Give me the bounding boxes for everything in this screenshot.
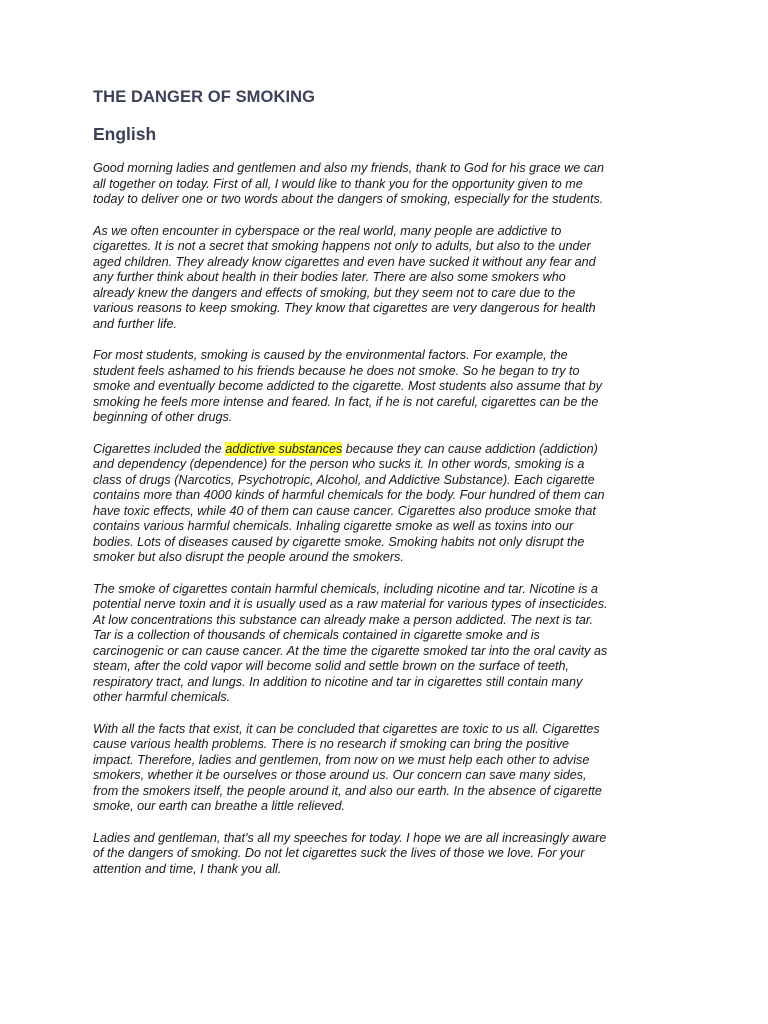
text-line: any further think about health in their bodies later. There are also some smokers who <box>93 270 566 284</box>
text-line: all together on today. First of all, I would like to thank you for the opportunity given to me <box>93 176 583 191</box>
paragraph-closing <box>93 831 679 878</box>
paragraph-conclusion <box>93 722 679 815</box>
highlighted-phrase: addictive substances <box>225 441 343 456</box>
paragraph-greeting <box>93 161 679 208</box>
text-line: Ladies and gentleman, that’s all my speeches for today. I hope we are all increasingly aware <box>93 830 607 845</box>
text-line: class of drugs (Narcotics, Psychotropic, Alcohol, and Addictive Substance). Each cigarette <box>93 472 595 487</box>
paragraph-students <box>93 348 679 426</box>
text-span: Cigarettes included the <box>93 441 226 456</box>
text-line: impact. Therefore, ladies and gentlemen, from now on we must help each other to advise <box>93 752 590 767</box>
text-line: Good morning ladies and gentlemen and also my friends, thank to God for his grace we can <box>93 161 605 175</box>
text-line: The smoke of cigarettes contain harmful chemicals, including nicotine and tar. Nicotine is a <box>93 581 598 596</box>
text-line: contains various harmful chemicals. Inhaling cigarette smoke as well as toxins into our <box>93 519 574 533</box>
document-title: THE DANGER OF SMOKING <box>93 88 316 106</box>
text-line: student feels ashamed to his friends because he does not smoke. So he began to try to <box>93 363 580 378</box>
text-line: bodies. Lots of diseases caused by cigarette smoke. Smoking habits not only disrupt the <box>93 534 585 549</box>
text-line: smoker but also disrupt the people around the smokers. <box>93 550 404 564</box>
text-line: already knew the dangers and effects of smoking, but they seem not to care due to the <box>93 285 576 300</box>
text-line <box>93 442 679 458</box>
text-line: potential nerve toxin and it is usually used as a raw material for various types of insecticides. <box>93 597 608 611</box>
document-subtitle: English <box>93 124 157 144</box>
text-line: smokers, whether it be ourselves or those around us. Our concern can save many sides, <box>93 768 587 782</box>
document-body <box>93 161 679 893</box>
text-line: aged children. They already know cigarettes and even have sucked it without any fear and <box>93 254 596 269</box>
text-line: respiratory tract, and lungs. In addition to nicotine and tar in cigarettes still contain many <box>93 674 583 689</box>
text-line: of the dangers of smoking. Do not let cigarettes suck the lives of those we love. For your <box>93 846 585 860</box>
text-line: from the smokers itself, the people around it, and also our earth. In the absence of cigarette <box>93 783 602 798</box>
text-line: various reasons to keep smoking. They know that cigarettes are very dangerous for health <box>93 301 596 315</box>
text-line: and dependency (dependence) for the person who sucks it. In other words, smoking is a <box>93 457 585 471</box>
text-line: have toxic effects, while 40 of them can cause cancer. Cigarettes also produce smoke that <box>93 503 596 518</box>
text-line: cause various health problems. There is no research if smoking can bring the positive <box>93 737 570 751</box>
text-line: today to deliver one or two words about the dangers of smoking, especially for the students. <box>93 192 604 206</box>
paragraph-chemicals <box>93 582 679 706</box>
text-line: carcinogenic or can cause cancer. At the time the cigarette smoked tar into the oral cavity as <box>93 643 608 658</box>
text-line: steam, after the cold vapor will become solid and settle brown on the surface of teeth, <box>93 659 570 673</box>
text-line: and further life. <box>93 316 178 331</box>
text-line: smoke and eventually become addicted to the cigarette. Most students also assume that by <box>93 379 602 393</box>
text-line: As we often encounter in cyberspace or the real world, many people are addictive to <box>93 223 562 238</box>
text-line: Tar is a collection of thousands of chemicals contained in cigarette smoke and is <box>93 628 540 642</box>
text-line: For most students, smoking is caused by the environmental factors. For example, the <box>93 348 568 362</box>
text-span: because they can cause addiction (addiction) <box>342 441 598 456</box>
paragraph-addiction-overview <box>93 224 679 333</box>
text-line: With all the facts that exist, it can be concluded that cigarettes are toxic to us all. Cigarettes <box>93 721 600 736</box>
text-line: contains more than 4000 kinds of harmful chemicals for the body. Four hundred of them can <box>93 488 605 502</box>
text-line: attention and time, I thank you all. <box>93 861 282 876</box>
text-line: smoke, our earth can breathe a little relieved. <box>93 799 346 813</box>
text-line: At low concentrations this substance can already make a person addicted. The next is tar. <box>93 612 594 627</box>
text-line: other harmful chemicals. <box>93 690 231 704</box>
text-line: cigarettes. It is not a secret that smoking happens not only to adults, but also to the under <box>93 239 591 253</box>
text-line: beginning of other drugs. <box>93 410 233 424</box>
text-line: smoking he feels more intense and feared. In fact, if he is not careful, cigarettes can be the <box>93 394 599 409</box>
paragraph-addictive-substances <box>93 442 679 566</box>
